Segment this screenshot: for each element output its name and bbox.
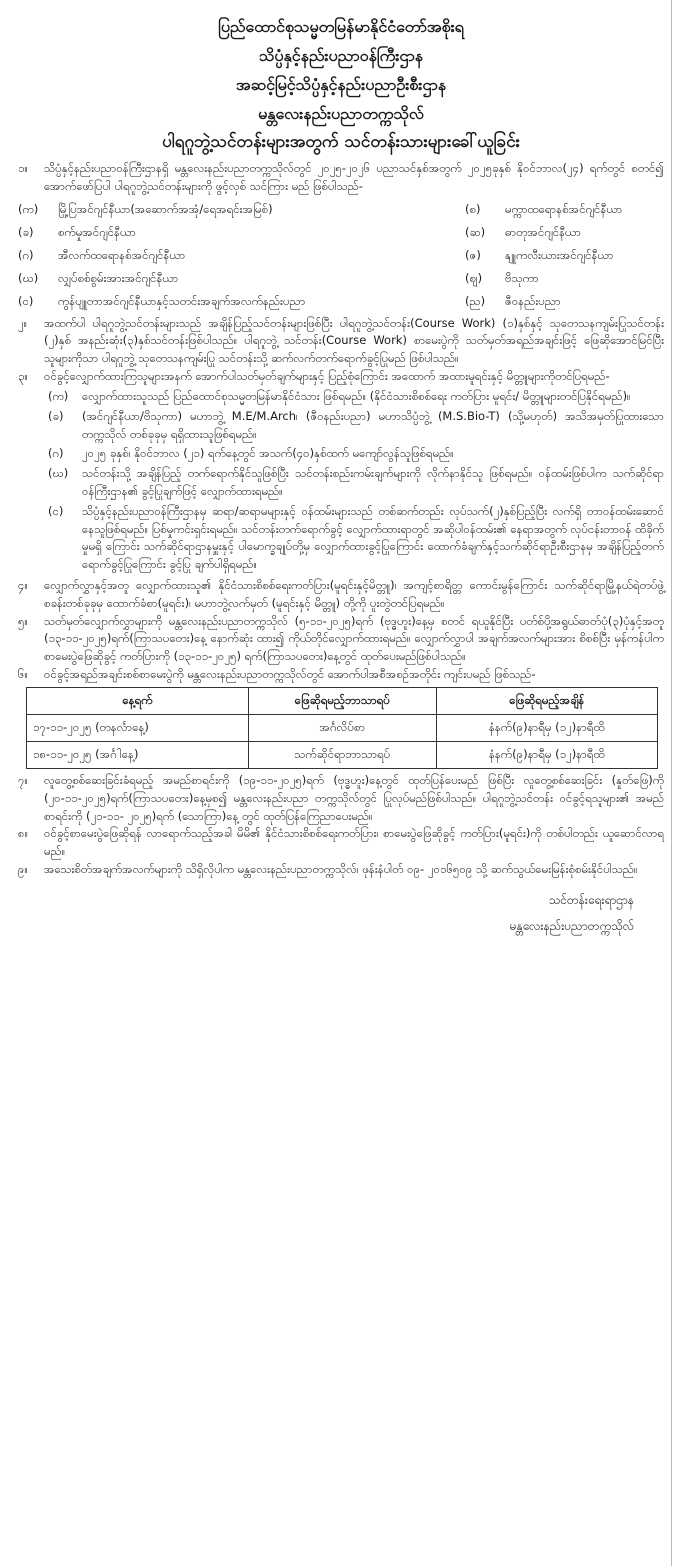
list-item: (ဂ) အီလက်ထရောနစ်အင်ဂျင်နီယာ — [18, 247, 186, 262]
paragraph-text: ဝင်ခွင့်လျှောက်ထားကြသူများအနက် အောက်ပါသတ်မှတ်ချက်များနှင့် ပြည့်စုံကြောင်း အထောက် အထားမူရင်းနှင့် မိတ္တူများကိုတင်ပြရမည်- — [44, 369, 610, 384]
list-item: (စ) မက္ကာထရောနစ်အင်ဂျင်နီယာ — [465, 201, 623, 216]
course-list — [18, 198, 664, 313]
signature-university: မန္တလေးနည်းပညာတက္ကသိုလ် — [509, 918, 634, 933]
header-department: အဆင့်မြင့်သိပ္ပံနှင့်နည်းပညာဦးစီးဌာန — [235, 75, 447, 94]
list-item: (ည) ဇီဝနည်းပညာ — [465, 293, 561, 308]
list-item: (က) မြို့ပြအင်ဂျင်နီယာ(အဆောက်အအုံ/ရေအရင်းအမြစ်) — [18, 201, 273, 216]
table-cell: နံနက်(၉)နာရီမှ (၁၂)နာရီထိ — [436, 714, 657, 741]
paragraph-number: ၇။ — [18, 772, 28, 787]
paragraph-text: လူတွေ့စစ်ဆေးခြင်းခံရမည့် အမည်စာရင်းကို (၁၉-၁၁-၂၀၂၅)ရက် (ဗုဒ္ဓဟူး)နေ့တွင် ထုတ်ပြန်ပေးမည် ဖြစ်ပြီး လူတွေ့စစ်ဆေးခြင်း (နှုတ်ဖြေ)ကို (၂၀-၁၁-၂၀၂၅)ရက်(ကြာသပတေး)နေ့မှစ၍ မန္တလေးနည်းပညာ တက္ကသိုလ်တွင် ပြုလုပ်မည်ဖြစ်ပါသည်။ ပါရဂူဘွဲ့သင်တန်း ဝင်ခွင့်ရသူများ၏ အမည်စာရင်းကို (၂၁-၁၁- ၂၀၂၅)ရက် (သောကြာ)နေ့ တွင် ထုတ်ပြန်ကြေညာပေးမည်။ — [44, 772, 664, 823]
paragraph-text: အထက်ပါ ပါရဂူဘွဲ့သင်တန်းများသည် အချိန်ပြည့်သင်တန်းများဖြစ်ပြီး ပါရဂူဘွဲ့သင်တန်း(Course Work) (၁)နှစ်နှင့် သုတေသနကျမ်းပြုသင်တန်း (၂)နှစ် အနည်းဆုံး(၃)နှစ်သင်တန်းဖြစ်ပါသည်။ ပါရဂူဘွဲ့ သင်တန်း(Course Work) စာမေးပွဲကို သတ်မှတ်အရည်အချင်းဖြင့် ဖြေဆိုအောင်မြင်ပြီးသူများကိုသာ ပါရဂူဘွဲ့ သုတေသနကျမ်းပြု သင်တန်းသို့ ဆက်လက်တက်ရောက်ခွင့်ပြုမည် ဖြစ်ပါသည်။ — [44, 315, 664, 366]
right-border-line — [671, 0, 672, 1566]
paragraph-text: အသေးစိတ်အချက်အလက်များကို သိရှိလိုပါက မန္တလေးနည်းပညာတက္ကသိုလ်၊ ဖုန်းနံပါတ် ၀၉- ၂၀၁၆၅၀၉ သို့ ဆက်သွယ်မေးမြန်းစုံစမ်းနိုင်ပါသည်။ — [44, 861, 638, 876]
paragraph-number: ၁။ — [18, 161, 28, 175]
list-item: (ခ) စက်မှုအင်ဂျင်နီယာ — [18, 224, 136, 239]
list-item: (င) ကွန်ပျူတာအင်ဂျင်နီယာနှင့်သတင်းအချက်အလက်နည်းပညာ — [18, 293, 306, 308]
requirement-item: (ဂ) ၂၀၂၅ ခုနှစ်၊ နိုဝင်ဘာလ (၂၁) ရက်နေ့တွင် အသက်(၄၀)နှစ်ထက် မကျော်လွန်သူဖြစ်ရမည်။ — [48, 446, 454, 461]
paragraph-text: သိပ္ပံနှင့်နည်းပညာဝန်ကြီးဌာနရှိ မန္တလေးနည်းပညာတက္ကသိုလ်တွင် ၂၀၂၅-၂၀၂၆ ပညာသင်နှစ်အတွက် ၂၀၂၅ခုနှစ် နိုဝင်ဘာလ(၂၄) ရက်တွင် စတင်၍ အောက်ဖော်ပြပါ ပါရဂူဘွဲ့သင်တန်းများကို ဖွင့်လှစ် သင်ကြား မည် ဖြစ်ပါသည်- — [44, 161, 664, 193]
paragraph-number: ၄။ — [18, 578, 28, 592]
list-item: (ဈ) ဗိသုကာ — [465, 270, 539, 285]
table-header: ဖြေဆိုရမည့်အချိန် — [436, 687, 657, 714]
paragraph-5 — [18, 613, 664, 666]
paragraph-text: သတ်မှတ်လျှောက်လွှာများကို မန္တလေးနည်းပညာတက္ကသိုလ် (၅-၁၁-၂၀၂၅)ရက် (ဗုဒ္ဓဟူး)နေ့မှ စတင် ရယူနိုင်ပြီး ပတ်စ်ပို့အရွယ်ဓာတ်ပုံ(၃)ပုံနှင့်အတူ (၁၃-၁၁-၂၀၂၅)ရက်(ကြာသပတေး)နေ့ နောက်ဆုံး ထား၍ ကိုယ်တိုင်လျှောက်ထားရမည်။ လျှောက်လွှာပါ အချက်အလက်များအား စိစစ်ပြီး မှန်ကန်ပါက စာမေးပွဲဖြေဆိုခွင့် ကတ်ပြားကို (၁၃-၁၁-၂၀၂၅) ရက်(ကြာသပတေး)နေ့တွင် ထုတ်ပေးမည်ဖြစ်ပါသည်။ — [44, 613, 664, 664]
table-header-row — [27, 687, 658, 714]
list-item: (ဇ) နျူကလီးယားအင်ဂျင်နီယာ — [465, 247, 614, 262]
table-cell: ၁၇-၁၁-၂၀၂၅ (တနင်္လာနေ့) — [27, 714, 249, 741]
paragraph-8 — [18, 825, 664, 861]
table-row — [27, 714, 658, 741]
table-row — [27, 741, 658, 768]
paragraph-6 — [18, 666, 664, 684]
table-header: ဖြေဆိုရမည့်ဘာသာရပ် — [248, 687, 436, 714]
paragraph-text: ဝင်ခွင့်စာမေးပွဲဖြေဆိုရန် လာရောက်သည့်အခါ မိမိ၏ နိုင်ငံသားစိစစ်ရေးကတ်ပြား၊ စာမေးပွဲဖြေဆိုခွင့် ကတ်ပြား(မူရင်း)ကို တစ်ပါတည်း ယူဆောင်လာရမည်။ — [44, 826, 664, 859]
table-cell: အင်္ဂလိပ်စာ — [248, 714, 436, 741]
list-item: (ဃ) လျှပ်စစ်စွမ်းအားအင်ဂျင်နီယာ — [18, 270, 179, 285]
paragraph-7 — [18, 772, 664, 825]
signature-department: သင်တန်းရေးရာဌာန — [548, 892, 634, 907]
header-ministry: သိပ္ပံနှင့်နည်းပညာဝန်ကြီးဌာန — [258, 46, 424, 65]
signature-block — [18, 887, 664, 939]
header-subject: ပါရဂူဘွဲ့သင်တန်းများအတွက် သင်တန်းသားများခေါ်ယူခြင်း — [162, 132, 520, 152]
paragraph-number: ၆။ — [18, 667, 28, 682]
paragraph-number: ၉။ — [18, 861, 28, 876]
header-block — [18, 12, 664, 157]
paragraph-number: ၈။ — [18, 826, 29, 841]
exam-schedule-table — [26, 687, 658, 769]
paragraph-9 — [18, 861, 664, 879]
paragraph-2 — [18, 315, 664, 368]
table-cell: နံနက်(၉)နာရီမှ (၁၂)နာရီထိ — [436, 741, 657, 768]
requirement-item: (ခ) (အင်ဂျင်နီယာ/ဗိသုကာ) မဟာဘွဲ့ M.E/M.Arch၊ (ဇီဝနည်းပညာ) မဟာသိပ္ပံဘွဲ့ (M.S.Bio-T) (သို့မဟုတ်) အသိအမှတ်ပြုထားသော တက္ကသိုလ် တစ်ခုခုမှ ရရှိထားသူဖြစ်ရမည်။ — [48, 408, 664, 441]
paragraph-number: ၅။ — [18, 613, 28, 628]
paragraph-number: ၂။ — [18, 315, 28, 330]
list-item: (ဆ) ဓာတုအင်ဂျင်နီယာ — [465, 224, 581, 239]
table-cell: ၁၈-၁၁-၂၀၂၅ (အင်္ဂါနေ့) — [27, 741, 249, 768]
table-cell: သက်ဆိုင်ရာဘာသာရပ် — [248, 741, 436, 768]
header-government: ပြည်ထောင်စုသမ္မတမြန်မာနိုင်ငံတော်အစိုးရ — [218, 17, 464, 36]
paragraph-number: ၃။ — [18, 369, 28, 384]
paragraph-4 — [18, 577, 664, 613]
header-university: မန္တလေးနည်းပညာတက္ကသိုလ် — [258, 104, 424, 123]
paragraph-3 — [18, 368, 664, 386]
paragraph-1 — [18, 160, 664, 196]
paragraph-text: ဝင်ခွင့်အရည်အချင်းစစ်စာမေးပွဲကို မန္တလေးနည်းပညာတက္ကသိုလ်တွင် အောက်ပါအစီအစဉ်အတိုင်း ကျင်းပမည် ဖြစ်သည်- — [44, 667, 536, 682]
requirement-item: (င) သိပ္ပံနှင့်နည်းပညာဝန်ကြီးဌာနမှ ဆရာ/ဆရာမများနှင့် ဝန်ထမ်းများသည် တစ်ဆက်တည်း လုပ်သက်(၂)နှစ်ပြည့်ပြီး လက်ရှိ တာဝန်ထမ်းဆောင်နေသူဖြစ်ရမည်။ ပြစ်မှုကင်းရှင်းရမည်။ သင်တန်းတက်ရောက်ခွင့် လျှောက်ထားရာတွင် အဆိုပါဝန်ထမ်း၏ နေရာအတွက် လုပ်ငန်းတာဝန် ထိခိုက်မှုမရှိ ကြောင်း သက်ဆိုင်ရာဌာနမှူးနှင့် ပါမောက္ခချုပ်တို့မှ လျှောက်ထားခွင့်ပြုကြောင်း ထောက်ခံချက်နှင့်သက်ဆိုင်ရာဦးစီးဌာနမှ အချိန်ပြည့်တက်ရောက်ခွင့်ပြုကြောင်း ခွင့်ပြု ချက်ပါရှိရမည်။ — [48, 503, 664, 572]
requirement-item: (က) လျှောက်ထားသူသည် ပြည်ထောင်စုသမ္မတမြန်မာနိုင်ငံသား ဖြစ်ရမည်။ (နိုင်ငံသားစိစစ်ရေး ကတ်ပြား မူရင်း/ မိတ္တူများတင်ပြနိုင်ရမည်)။ — [48, 388, 631, 403]
paragraph-text: လျှောက်လွှာနှင့်အတူ လျှောက်ထားသူ၏ နိုင်ငံသားစိစစ်ရေးကတ်ပြား(မူရင်းနှင့်မိတ္တူ)၊ အကျင့်စာရိတ္တ ကောင်းမွန်ကြောင်း သက်ဆိုင်ရာမြို့နယ်ရဲတပ်ဖွဲ့စခန်းတစ်ခုခုမှ ထောက်ခံစာ(မူရင်း)၊ မဟာဘွဲ့လက်မှတ် (မူရင်းနှင့် မိတ္တူ) တို့ကို ပူးတွဲတင်ပြရမည်။ — [44, 578, 664, 610]
requirement-item: (ဃ) သင်တန်းသို့ အချိန်ပြည့် တက်ရောက်နိုင်သူဖြစ်ပြီး သင်တန်းစည်းကမ်းချက်များကို လိုက်နာနိုင်သူ ဖြစ်ရမည်။ ဝန်ထမ်းဖြစ်ပါက သက်ဆိုင်ရာဝန်ကြီးဌာန၏ ခွင့်ပြုချက်ဖြင့် လျှောက်ထားရမည်။ — [48, 466, 664, 498]
table-header: နေ့ရက် — [27, 687, 249, 714]
